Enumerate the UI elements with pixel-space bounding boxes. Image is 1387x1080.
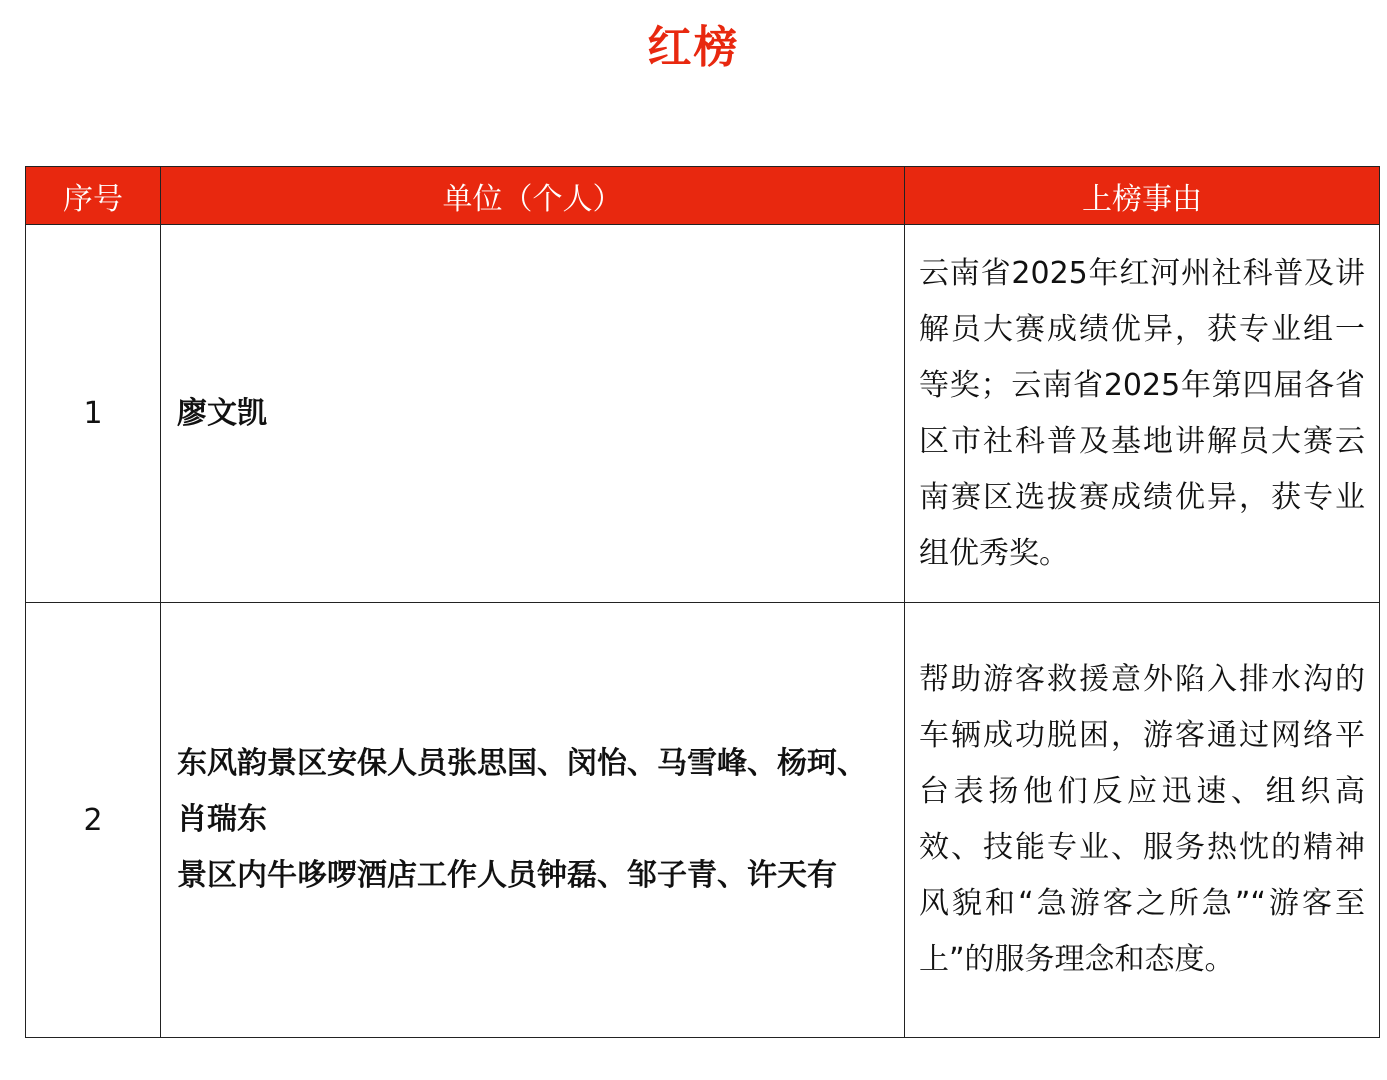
header-no: 序号: [26, 167, 161, 225]
page-title: 红榜: [647, 22, 740, 73]
row-reason: 云南省2025年红河州社科普及讲解员大赛成绩优异，获专业组一等奖；云南省2025年第四届各省区市社科普及基地讲解员大赛云南赛区选拔赛成绩优异，获专业组优秀奖。: [905, 225, 1380, 603]
header-reason: 上榜事由: [905, 167, 1380, 225]
honor-table: [25, 166, 1380, 1038]
unit-line: 廖文凯: [177, 395, 267, 431]
unit-line: 东风韵景区安保人员张思国、闵怡、马雪峰、杨珂、肖瑞东: [177, 746, 867, 837]
row-reason: 帮助游客救援意外陷入排水沟的车辆成功脱困，游客通过网络平台表扬他们反应迅速、组织高效、技能专业、服务热忱的精神风貌和“急游客之所急”“游客至上”的服务理念和态度。: [905, 603, 1380, 1038]
row-number: 1: [26, 225, 161, 603]
unit-line: 景区内牛哆啰酒店工作人员钟磊、邹子青、许天有: [177, 858, 837, 893]
row-unit: [161, 603, 905, 1038]
table-header-row: [26, 167, 1380, 225]
row-number: 2: [26, 603, 161, 1038]
table-row: [26, 603, 1380, 1038]
header-unit: 单位（个人）: [161, 167, 905, 225]
row-unit: [161, 225, 905, 603]
table-row: [26, 225, 1380, 603]
